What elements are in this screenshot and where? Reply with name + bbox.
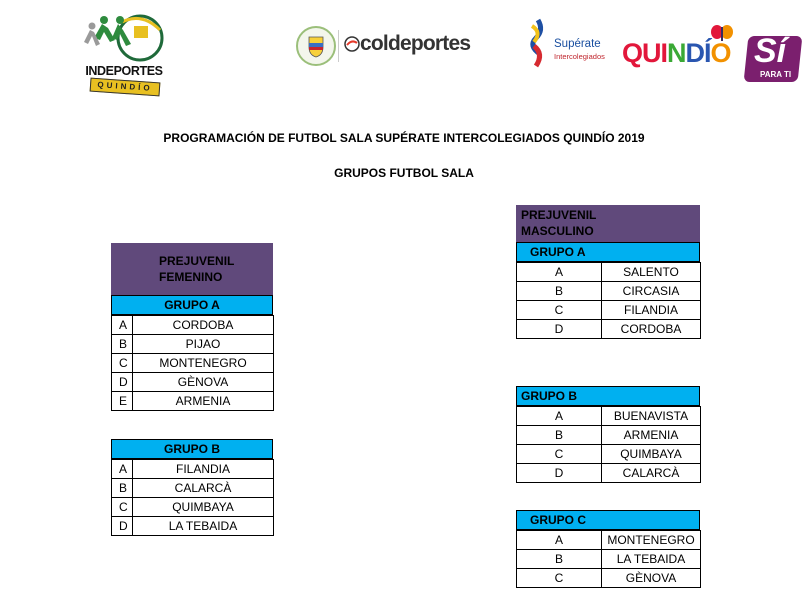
table-row — [517, 282, 701, 301]
row-team: SALENTO — [602, 263, 701, 282]
femenino-header-line1: PREJUVENIL — [159, 254, 235, 268]
femenino-group-a-table — [111, 315, 274, 411]
row-letter: A — [112, 316, 133, 335]
quindio-part-2: N — [667, 38, 686, 68]
table-row — [517, 301, 701, 320]
si-badge-text: Sí — [754, 32, 787, 70]
row-team: QUIMBAYA — [133, 498, 274, 517]
row-letter: C — [517, 301, 602, 320]
row-team: BUENAVISTA — [602, 407, 701, 426]
table-row — [112, 460, 274, 479]
table-row — [112, 479, 274, 498]
row-letter: A — [517, 407, 602, 426]
indeportes-sub: QUINDÍO — [90, 78, 161, 97]
row-letter: C — [517, 569, 602, 588]
row-team: QUIMBAYA — [602, 445, 701, 464]
row-team: CALARCÀ — [133, 479, 274, 498]
quindio-tagline: PARA TI — [760, 70, 792, 79]
row-letter: C — [112, 354, 133, 373]
row-team: CORDOBA — [133, 316, 274, 335]
table-row — [517, 550, 701, 569]
page-title: PROGRAMACIÓN DE FUTBOL SALA SUPÉRATE INTERCOLEGIADOS QUINDÍO 2019 — [163, 131, 645, 145]
row-letter: A — [112, 460, 133, 479]
row-letter: B — [517, 426, 602, 445]
masculino-group-c-table — [516, 530, 701, 588]
logo-divider — [338, 30, 339, 62]
masculino-group-b-label: GRUPO B — [516, 386, 700, 406]
row-letter: E — [112, 392, 133, 411]
quindio-logo — [622, 24, 802, 86]
masculino-header — [516, 205, 700, 242]
row-team: LA TEBAIDA — [133, 517, 274, 536]
masculino-group-c-label: GRUPO C — [516, 510, 700, 530]
table-row — [112, 392, 274, 411]
femenino-group-b-table — [111, 459, 274, 536]
row-letter: D — [517, 464, 602, 483]
masculino-group-a-table — [516, 262, 701, 339]
masculino-header-line2: MASCULINO — [521, 224, 594, 238]
row-letter: B — [112, 335, 133, 354]
table-row — [112, 373, 274, 392]
row-team: FILANDIA — [133, 460, 274, 479]
table-row — [517, 569, 701, 588]
row-team: MONTENEGRO — [602, 531, 701, 550]
indeportes-name: INDEPORTES — [85, 64, 163, 78]
table-row — [517, 263, 701, 282]
row-team: GÈNOVA — [133, 373, 274, 392]
femenino-header-line2: FEMENINO — [159, 270, 223, 284]
page-subtitle: GRUPOS FUTBOL SALA — [334, 166, 474, 180]
table-row — [517, 445, 701, 464]
quindio-part-3: DÍ — [685, 38, 711, 68]
row-letter: D — [517, 320, 602, 339]
runners-icon — [82, 12, 164, 64]
table-row — [112, 335, 274, 354]
row-letter: C — [112, 498, 133, 517]
row-letter: D — [112, 373, 133, 392]
colombia-shield-icon — [296, 26, 336, 66]
row-team: ARMENIA — [602, 426, 701, 445]
row-team: FILANDIA — [602, 301, 701, 320]
row-team: LA TEBAIDA — [602, 550, 701, 569]
femenino-group-b-label: GRUPO B — [111, 439, 273, 459]
femenino-header — [111, 243, 273, 295]
coldeportes-name: coldeportes — [360, 32, 471, 55]
table-row — [517, 320, 701, 339]
superate-ribbon-icon — [524, 18, 554, 74]
table-row — [517, 426, 701, 445]
row-team: MONTENEGRO — [133, 354, 274, 373]
row-team: GÈNOVA — [602, 569, 701, 588]
masculino-header-line1: PREJUVENIL — [521, 208, 597, 222]
row-team: ARMENIA — [133, 392, 274, 411]
table-row — [517, 464, 701, 483]
row-letter: A — [517, 531, 602, 550]
superate-name: Supérate — [554, 38, 601, 50]
quindio-part-4: O — [710, 38, 731, 68]
quindio-name — [622, 38, 731, 69]
row-letter: D — [112, 517, 133, 536]
table-row — [517, 407, 701, 426]
row-team: CORDOBA — [602, 320, 701, 339]
table-row — [112, 354, 274, 373]
row-letter: B — [517, 282, 602, 301]
row-team: CIRCASIA — [602, 282, 701, 301]
table-row — [112, 316, 274, 335]
row-letter: B — [517, 550, 602, 569]
row-letter: B — [112, 479, 133, 498]
row-team: CALARCÀ — [602, 464, 701, 483]
femenino-group-a-label: GRUPO A — [111, 295, 273, 315]
row-letter: C — [517, 445, 602, 464]
row-letter: A — [517, 263, 602, 282]
coldeportes-emblem-icon — [344, 36, 360, 52]
masculino-group-b-table — [516, 406, 701, 483]
superate-sub: Intercolegiados — [554, 52, 605, 61]
quindio-part-1: QUI — [622, 38, 668, 68]
superate-logo — [524, 18, 606, 74]
table-row — [112, 517, 274, 536]
masculino-group-a-label: GRUPO A — [516, 242, 700, 262]
indeportes-logo — [78, 12, 168, 100]
row-team: PIJAO — [133, 335, 274, 354]
table-row — [112, 498, 274, 517]
coldeportes-logo — [296, 26, 471, 66]
table-row — [517, 531, 701, 550]
